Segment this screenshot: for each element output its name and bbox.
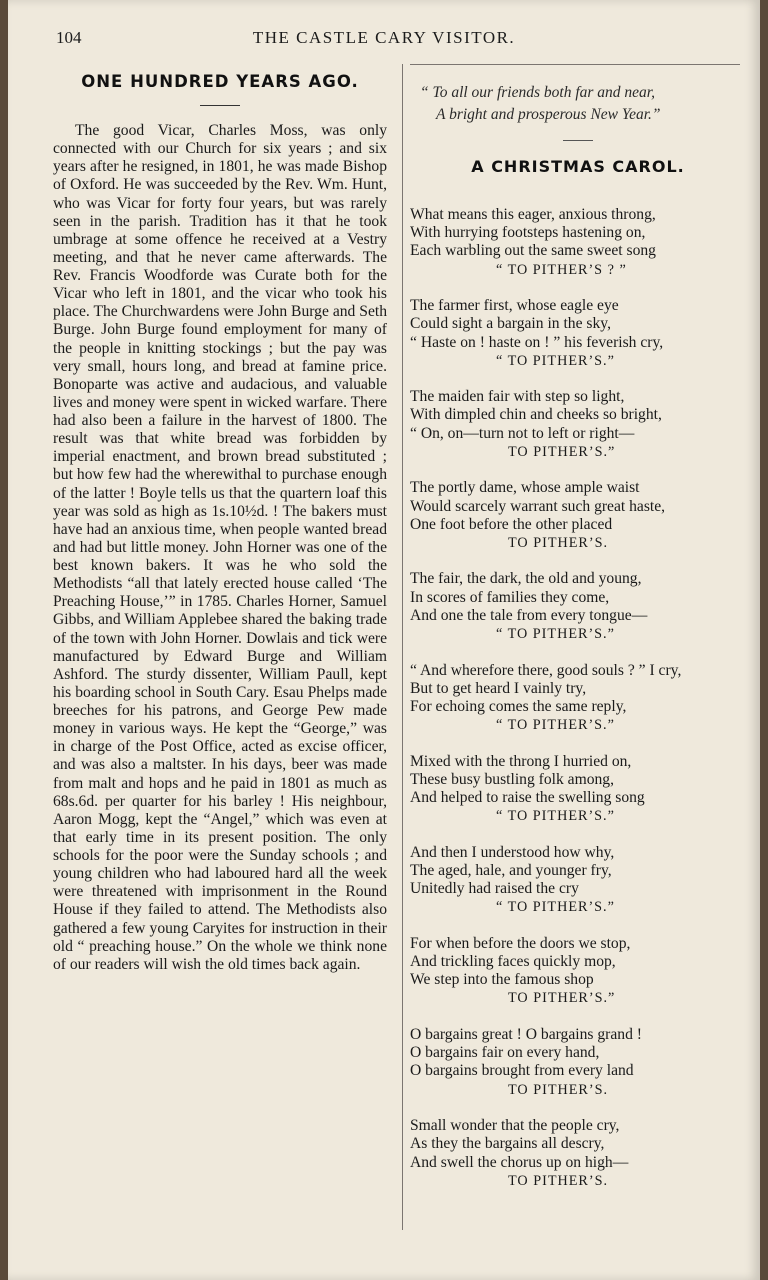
- verse-line: These busy bustling folk among,: [410, 770, 614, 788]
- verse-line: Would scarcely warrant such great haste,: [410, 497, 666, 515]
- stanza: [410, 206, 746, 280]
- refrain: “ TO PITHER’S.”: [496, 808, 615, 825]
- refrain: “ TO PITHER’S.”: [496, 626, 615, 643]
- stanza: [410, 1026, 746, 1100]
- stanza: [410, 935, 746, 1009]
- page-number: 104: [56, 28, 82, 47]
- verse-line: The fair, the dark, the old and young,: [410, 570, 642, 588]
- refrain: “ TO PITHER’S.”: [496, 899, 615, 916]
- verse-line: Unitedly had raised the cry: [410, 880, 579, 898]
- verse-line: O bargains brought from every land: [410, 1062, 634, 1080]
- refrain: TO PITHER’S.”: [508, 990, 616, 1007]
- verse-line: And trickling faces quickly mop,: [410, 953, 616, 971]
- top-rule: [410, 64, 740, 65]
- verse-line: O bargains great ! O bargains grand !: [410, 1025, 642, 1043]
- column-divider: [402, 64, 403, 1230]
- stanza: [410, 753, 746, 827]
- section-rule: [563, 140, 593, 141]
- epigraph-line: A bright and prosperous New Year.”: [436, 106, 661, 123]
- verse-line: “ And wherefore there, good souls ? ” I cry,: [410, 661, 682, 679]
- verse-line: We step into the famous shop: [410, 971, 594, 989]
- verse-line: Each warbling out the same sweet song: [410, 242, 656, 260]
- verse-line: The maiden fair with step so light,: [410, 388, 625, 406]
- verse-line: In scores of families they come,: [410, 588, 610, 606]
- verse-line: Mixed with the throng I hurried on,: [410, 752, 632, 770]
- refrain: “ TO PITHER’S.”: [496, 717, 615, 734]
- verse-line: For echoing comes the same reply,: [410, 697, 627, 715]
- verse-line: For when before the doors we stop,: [410, 934, 631, 952]
- verse-line: And swell the chorus up on high—: [410, 1153, 629, 1171]
- stanza: [410, 297, 746, 371]
- title-rule: [200, 105, 240, 106]
- carol-title: A CHRISTMAS CAROL.: [471, 157, 685, 176]
- stanza: [410, 388, 746, 462]
- page-header: [56, 28, 712, 54]
- verse-line: Could sight a bargain in the sky,: [410, 315, 611, 333]
- magazine-page: [8, 0, 760, 1280]
- refrain: “ TO PITHER’S ? ”: [496, 261, 627, 278]
- epigraph-line: “ To all our friends both far and near,: [420, 84, 655, 101]
- article-title: ONE HUNDRED YEARS AGO.: [81, 72, 359, 91]
- stanza: [410, 1117, 746, 1191]
- verse-line: With dimpled chin and cheeks so bright,: [410, 406, 662, 424]
- verse-line: “ Haste on ! haste on ! ” his feverish cry,: [410, 333, 664, 351]
- article-body: The good Vicar, Charles Moss, was only connected with our Church for six years ; and six years after he resigned, in 1801, he was made Bishop of Oxford. He was succeeded by the Rev. Wm. Hunt, who was Vicar for forty four years, but was rarely seen in the parish. Tradition has it that he took umbrage at some offence he received at a Vestry meeting, and that he never came afterwards. The Rev. Francis Woodforde was Curate both for the Vicar who left in 1801, and the vicar who took his place. The Churchwardens were John Burge and Seth Burge. John Burge found employment for many of the people in knitting stockings ; but the pay was very small, hours long, and bread at famine price. Bonoparte was active and audacious, and valuable lives and money were spent in wicked warfare. There had also been a failure in the harvest of 1800. The result was that white bread was forbidden by imperial enactment, and brown bread substituted ; but how few had the wherewithal to purchase enough of the latter ! Boyle tells us that the quartern loaf this year was sold as high as 1s.10½d. ! The bakers must have had an anxious time, when people wanted bread and had but little money. John Horner was one of the best known bakers. It was he who sold the Methodists “all that lately erected house called ‘The Preaching House,’” in 1785. Charles Horner, Samuel Gibbs, and William Applebee shared the baking trade of the town with John Horner. Dowlais and tick were manufactured by Edward Burge and William Ashford. The sturdy dissenter, William Paull, kept his boarding school in South Cary. Esau Phelps made breeches for his patrons, and George Pew made money in various ways. He kept the “George,” was in charge of the Post Office, acted as excise officer, and was also a maltster. In his days, beer was made from malt and hops and he paid in 1801 as much as 68s.6d. per quarter for his barley ! His neighbour, Aaron Mogg, kept the “Angel,” which was even at that early time in its present position. The only schools for the poor were the Sunday schools ; and young children who had laboured hard all the week were threatened with imprisonment in the Round House if they failed to attend. The Methodists also gathered a few young Caryites for instruction in their old “ preaching house.” On the whole we think none of our readers will wish the old times back again.: [53, 122, 387, 973]
- journal-title: THE CASTLE CARY VISITOR.: [252, 28, 516, 47]
- refrain: TO PITHER’S.”: [508, 443, 616, 460]
- refrain: TO PITHER’S.: [508, 534, 609, 551]
- verse-line: What means this eager, anxious throng,: [410, 206, 656, 223]
- verse-line: Small wonder that the people cry,: [410, 1117, 620, 1135]
- verse-line: The aged, hale, and younger fry,: [410, 861, 612, 879]
- verse-line: With hurrying footsteps hastening on,: [410, 224, 646, 242]
- verse-line: And one the tale from every tongue—: [410, 606, 648, 624]
- refrain: TO PITHER’S.: [508, 1081, 609, 1098]
- refrain: TO PITHER’S.: [508, 1172, 609, 1189]
- stanza: [410, 662, 746, 736]
- verse-line: And then I understood how why,: [410, 843, 615, 861]
- refrain: “ TO PITHER’S.”: [496, 352, 615, 369]
- verse-line: But to get heard I vainly try,: [410, 679, 587, 697]
- verse-line: “ On, on—turn not to left or right—: [410, 424, 635, 442]
- verse-line: The farmer first, whose eagle eye: [410, 297, 619, 315]
- verse-line: The portly dame, whose ample waist: [410, 479, 640, 497]
- verse-line: As they the bargains all descry,: [410, 1135, 605, 1153]
- stanza: [410, 570, 746, 644]
- verse-line: And helped to raise the swelling song: [410, 789, 645, 807]
- stanza: [410, 479, 746, 553]
- verse-line: O bargains fair on every hand,: [410, 1044, 600, 1062]
- right-column: [410, 82, 746, 1208]
- stanza: [410, 844, 746, 918]
- left-column: [53, 72, 387, 974]
- epigraph: [410, 82, 746, 126]
- verse-line: One foot before the other placed: [410, 515, 613, 533]
